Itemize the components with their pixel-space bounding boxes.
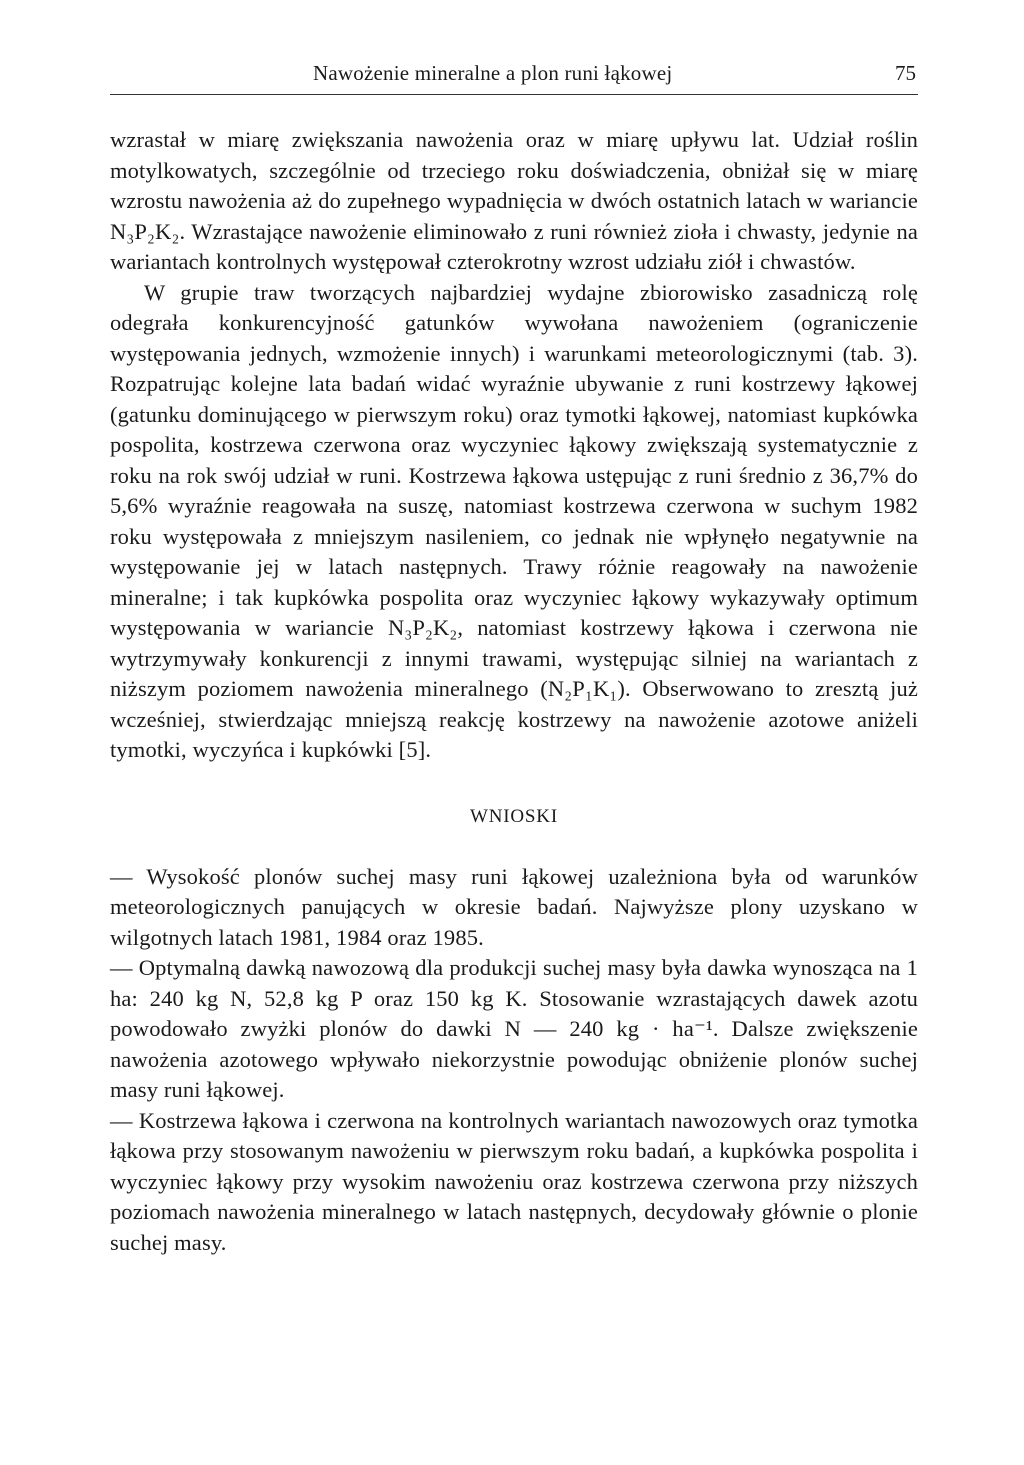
paragraph-2: W grupie traw tworzących najbardziej wydajne zbiorowisko zasadniczą rolę odegrała konkurencyjność gatunków wywołana nawożeniem (ograniczenie występowania jednych, wzmożenie innych) i warunkami meteorologicznymi (tab. 3). Rozpatrując kolejne lata badań widać wyraźnie ubywanie z runi kostrzewy łąkowej (gatunku dominującego w pierwszym roku) oraz tymotki łąkowej, natomiast kupkówka pospolita, kostrzewa czerwona oraz wyczyniec łąkowy zwiększają systematycznie z roku na rok swój udział w runi. Kostrzewa łąkowa ustępując z runi średnio z 36,7% do 5,6% wyraźnie reagowała na suszę, natomiast kostrzewa czerwona w suchym 1982 roku występowała z mniejszym nasileniem, co jednak nie wpłynęło negatywnie na występowanie jej w latach następnych. Trawy różnie reagowały na nawożenie mineralne; i tak kupkówka pospolita oraz wyczyniec łąkowy wykazywały optimum występowania w wariancie N₃P₂K₂, natomiast kostrzewy łąkowa i czerwona nie wytrzymywały konkurencji z innymi trawami, występując silniej na wariantach z niższym poziomem nawożenia mineralnego (N₂P₁K₁). Obserwowano to zresztą już wcześniej, stwierdzając mniejszą reakcję kostrzewy na nawożenie azotowe aniżeli tymotki, wyczyńca i kupkówki [5]. — [110, 279, 918, 762]
section-heading-conclusions: WNIOSKI — [470, 805, 558, 827]
running-title: Nawożenie mineralne a plon runi łąkowej — [313, 61, 673, 85]
page-number: 75 — [895, 61, 916, 85]
document-page — [110, 0, 918, 1465]
conclusion-item-1: — Wysokość plonów suchej masy runi łąkowej uzależniona była od warunków meteorologicznych panujących w okresie badań. Najwyższe plony uzyskano w wilgotnych latach 1981, 1984 oraz 1985. — [110, 863, 918, 950]
running-header — [110, 58, 918, 95]
conclusion-item-3: — Kostrzewa łąkowa i czerwona na kontrolnych wariantach nawozowych oraz tymotka łąkowa przy stosowanym nawożeniu w pierwszym roku badań, a kupkówka pospolita i wyczyniec łąkowy przy wysokim nawożeniu oraz kostrzewa czerwona przy niższych poziomach nawożenia mineralnego w latach następnych, decydowały głównie o plonie suchej masy. — [110, 1107, 918, 1255]
paragraph-1: wzrastał w miarę zwiększania nawożenia oraz w miarę upływu lat. Udział roślin motylkowatych, szczególnie od trzeciego roku doświadczenia, obniżał się w miarę wzrostu nawożenia aż do zupełnego wypadnięcia w dwóch ostatnich latach w wariancie N₃P₂K₂. Wzrastające nawożenie eliminowało z runi również zioła i chwasty, jedynie na wariantach kontrolnych występował czterokrotny wzrost udziału ziół i chwastów. — [110, 127, 918, 274]
body-text — [110, 125, 918, 1258]
conclusion-item-2: — Optymalną dawką nawozową dla produkcji suchej masy była dawka wynosząca na 1 ha: 240 kg N, 52,8 kg P oraz 150 kg K. Stosowanie wzrastających dawek azotu powodowało zwyżki plonów do dawki N — 240 kg · ha⁻¹. Dalsze zwiększenie nawożenia azotowego wpływało niekorzystnie powodując obniżenie plonów suchej masy runi łąkowej. — [110, 955, 918, 1102]
